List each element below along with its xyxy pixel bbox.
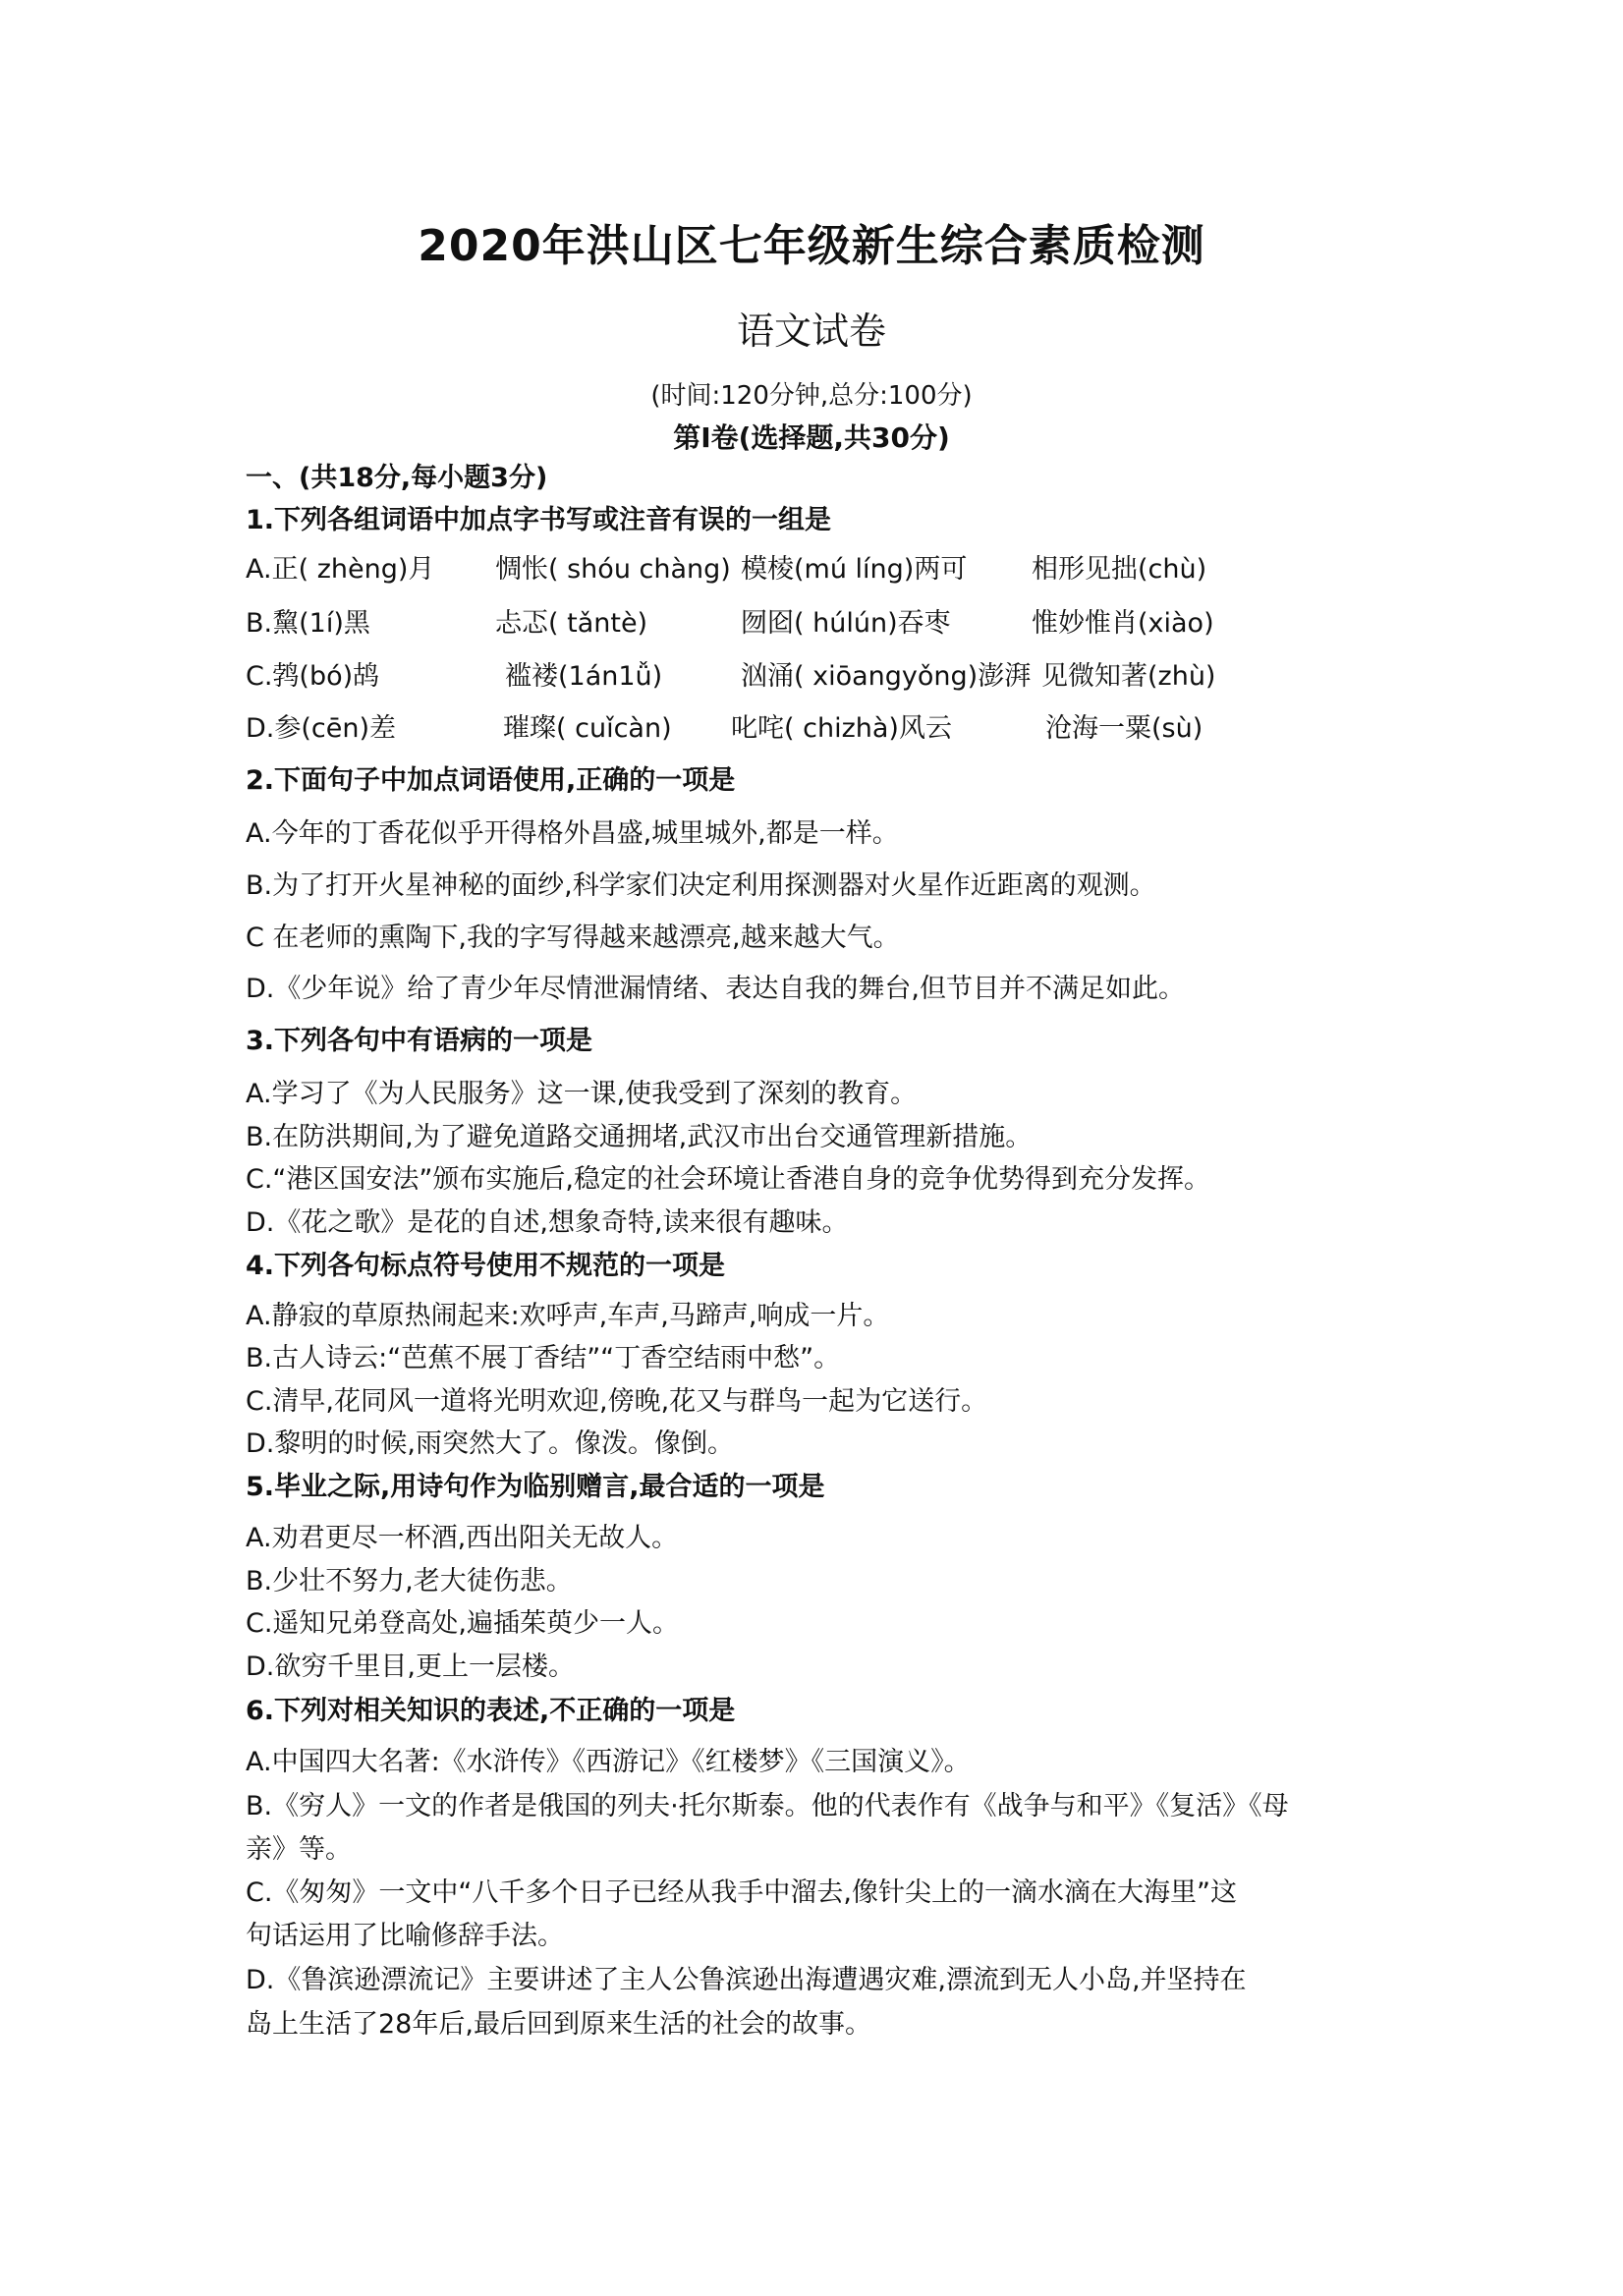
q1-c-word-4: 见微知著(zhù) <box>1041 661 1216 692</box>
question-2-option-b: B.为了打开火星神秘的面纱,科学家们决定利用探测器对火星作近距离的观测。 <box>246 870 1156 901</box>
question-6-stem: 6.下列对相关知识的表述,不正确的一项是 <box>246 1696 736 1726</box>
q1-a-word-1: A.正( zhèng)月 <box>246 554 435 585</box>
q1-c-word-1: C.鹁(bó)鸪 <box>246 661 380 692</box>
question-3-option-d: D.《花之歌》是花的自述,想象奇特,读来很有趣味。 <box>246 1207 849 1238</box>
question-5-option-b: B.少壮不努力,老大徒伤悲。 <box>246 1566 573 1596</box>
exam-subtitle: 语文试卷 <box>736 309 886 353</box>
question-1-option-d <box>246 712 1425 746</box>
question-4-option-c: C.清早,花同风一道将光明欢迎,傍晚,花又与群鸟一起为它送行。 <box>246 1386 988 1417</box>
q1-b-word-3: 囫囵( húlún)吞枣 <box>741 608 951 639</box>
question-1-stem: 1.下列各组词语中加点字书写或注音有误的一组是 <box>246 505 832 535</box>
question-5-option-c: C.遥知兄弟登高处,遍插茱萸少一人。 <box>246 1608 680 1639</box>
question-6-option-c: C.《匆匆》一文中“八千多个日子已经从我手中溜去,像针尖上的一滴水滴在大海里”这 <box>246 1877 1237 1908</box>
q1-d-word-4: 沧海一粟(sù) <box>1045 713 1203 744</box>
question-4-option-b: B.古人诗云:“芭蕉不展丁香结”“丁香空结雨中愁”。 <box>246 1343 841 1373</box>
q1-b-word-2: 忐忑( tǎntè) <box>495 608 648 639</box>
question-5-option-a: A.劝君更尽一杯酒,西出阳关无故人。 <box>246 1523 679 1553</box>
section-heading: 第Ⅰ卷(选择题,共30分) <box>673 421 950 454</box>
question-6-option-a: A.中国四大名著:《水浒传》《西游记》《红楼梦》《三国演义》。 <box>246 1747 971 1777</box>
question-1-option-a <box>246 553 1425 587</box>
question-2-option-d: D.《少年说》给了青少年尽情泄漏情绪、表达自我的舞台,但节目并不满足如此。 <box>246 974 1185 1004</box>
question-3-stem: 3.下列各句中有语病的一项是 <box>246 1026 593 1056</box>
q1-d-word-1: D.参(cēn)差 <box>246 713 397 744</box>
q1-a-word-3: 模棱(mú líng)两可 <box>741 554 968 585</box>
question-4-stem: 4.下列各句标点符号使用不规范的一项是 <box>246 1251 726 1281</box>
exam-title: 2020年洪山区七年级新生综合素质检测 <box>418 221 1205 271</box>
question-1-option-c <box>246 660 1425 694</box>
question-4-option-d: D.黎明的时候,雨突然大了。像泼。像倒。 <box>246 1428 734 1459</box>
part-heading: 一、(共18分,每小题3分) <box>246 463 548 493</box>
question-4-option-a: A.静寂的草原热闹起来:欢呼声,车声,马蹄声,响成一片。 <box>246 1301 890 1331</box>
question-3-option-a: A.学习了《为人民服务》这一课,使我受到了深刻的教育。 <box>246 1079 918 1109</box>
question-6-option-b-cont: 亲》等。 <box>246 1834 352 1865</box>
q1-a-word-2: 惆怅( shóu chàng) <box>495 554 731 585</box>
q1-d-word-3: 叱咤( chizhà)风云 <box>731 713 952 744</box>
question-6-option-b: B.《穷人》一文的作者是俄国的列夫·托尔斯泰。他的代表作有《战争与和平》《复活》《母 <box>246 1791 1289 1821</box>
q1-c-word-2: 褴褛(1án1ǚ) <box>505 661 663 692</box>
q1-a-word-4: 相形见拙(chù) <box>1032 554 1207 585</box>
question-3-option-c: C.“港区国安法”颁布实施后,稳定的社会环境让香港自身的竞争优势得到充分发挥。 <box>246 1164 1210 1195</box>
question-3-option-b: B.在防洪期间,为了避免道路交通拥堵,武汉市出台交通管理新措施。 <box>246 1122 1033 1152</box>
exam-time-info: (时间:120分钟,总分:100分) <box>650 381 973 411</box>
q1-b-word-4: 惟妙惟肖(xiào) <box>1032 608 1214 639</box>
question-6-option-c-cont: 句话运用了比喻修辞手法。 <box>246 1921 564 1951</box>
q1-c-word-3: 汹涌( xiōangyǒng)澎湃 <box>741 661 1032 692</box>
question-5-option-d: D.欲穷千里目,更上一层楼。 <box>246 1652 575 1682</box>
question-6-option-d: D.《鲁滨逊漂流记》主要讲述了主人公鲁滨逊出海遭遇灾难,漂流到无人小岛,并坚持在 <box>246 1965 1247 1995</box>
question-6-option-d-cont: 岛上生活了28年后,最后回到原来生活的社会的故事。 <box>246 2009 871 2040</box>
question-2-option-c: C 在老师的熏陶下,我的字写得越来越漂亮,越来越大气。 <box>246 923 900 953</box>
q1-b-word-1: B.黧(1í)黑 <box>246 608 370 639</box>
question-2-option-a: A.今年的丁香花似乎开得格外昌盛,城里城外,都是一样。 <box>246 818 899 849</box>
question-1-option-b <box>246 607 1425 641</box>
question-2-stem: 2.下面句子中加点词语使用,正确的一项是 <box>246 765 736 796</box>
question-5-stem: 5.毕业之际,用诗句作为临别赠言,最合适的一项是 <box>246 1472 825 1502</box>
q1-d-word-2: 璀璨( cuǐcàn) <box>503 713 672 744</box>
